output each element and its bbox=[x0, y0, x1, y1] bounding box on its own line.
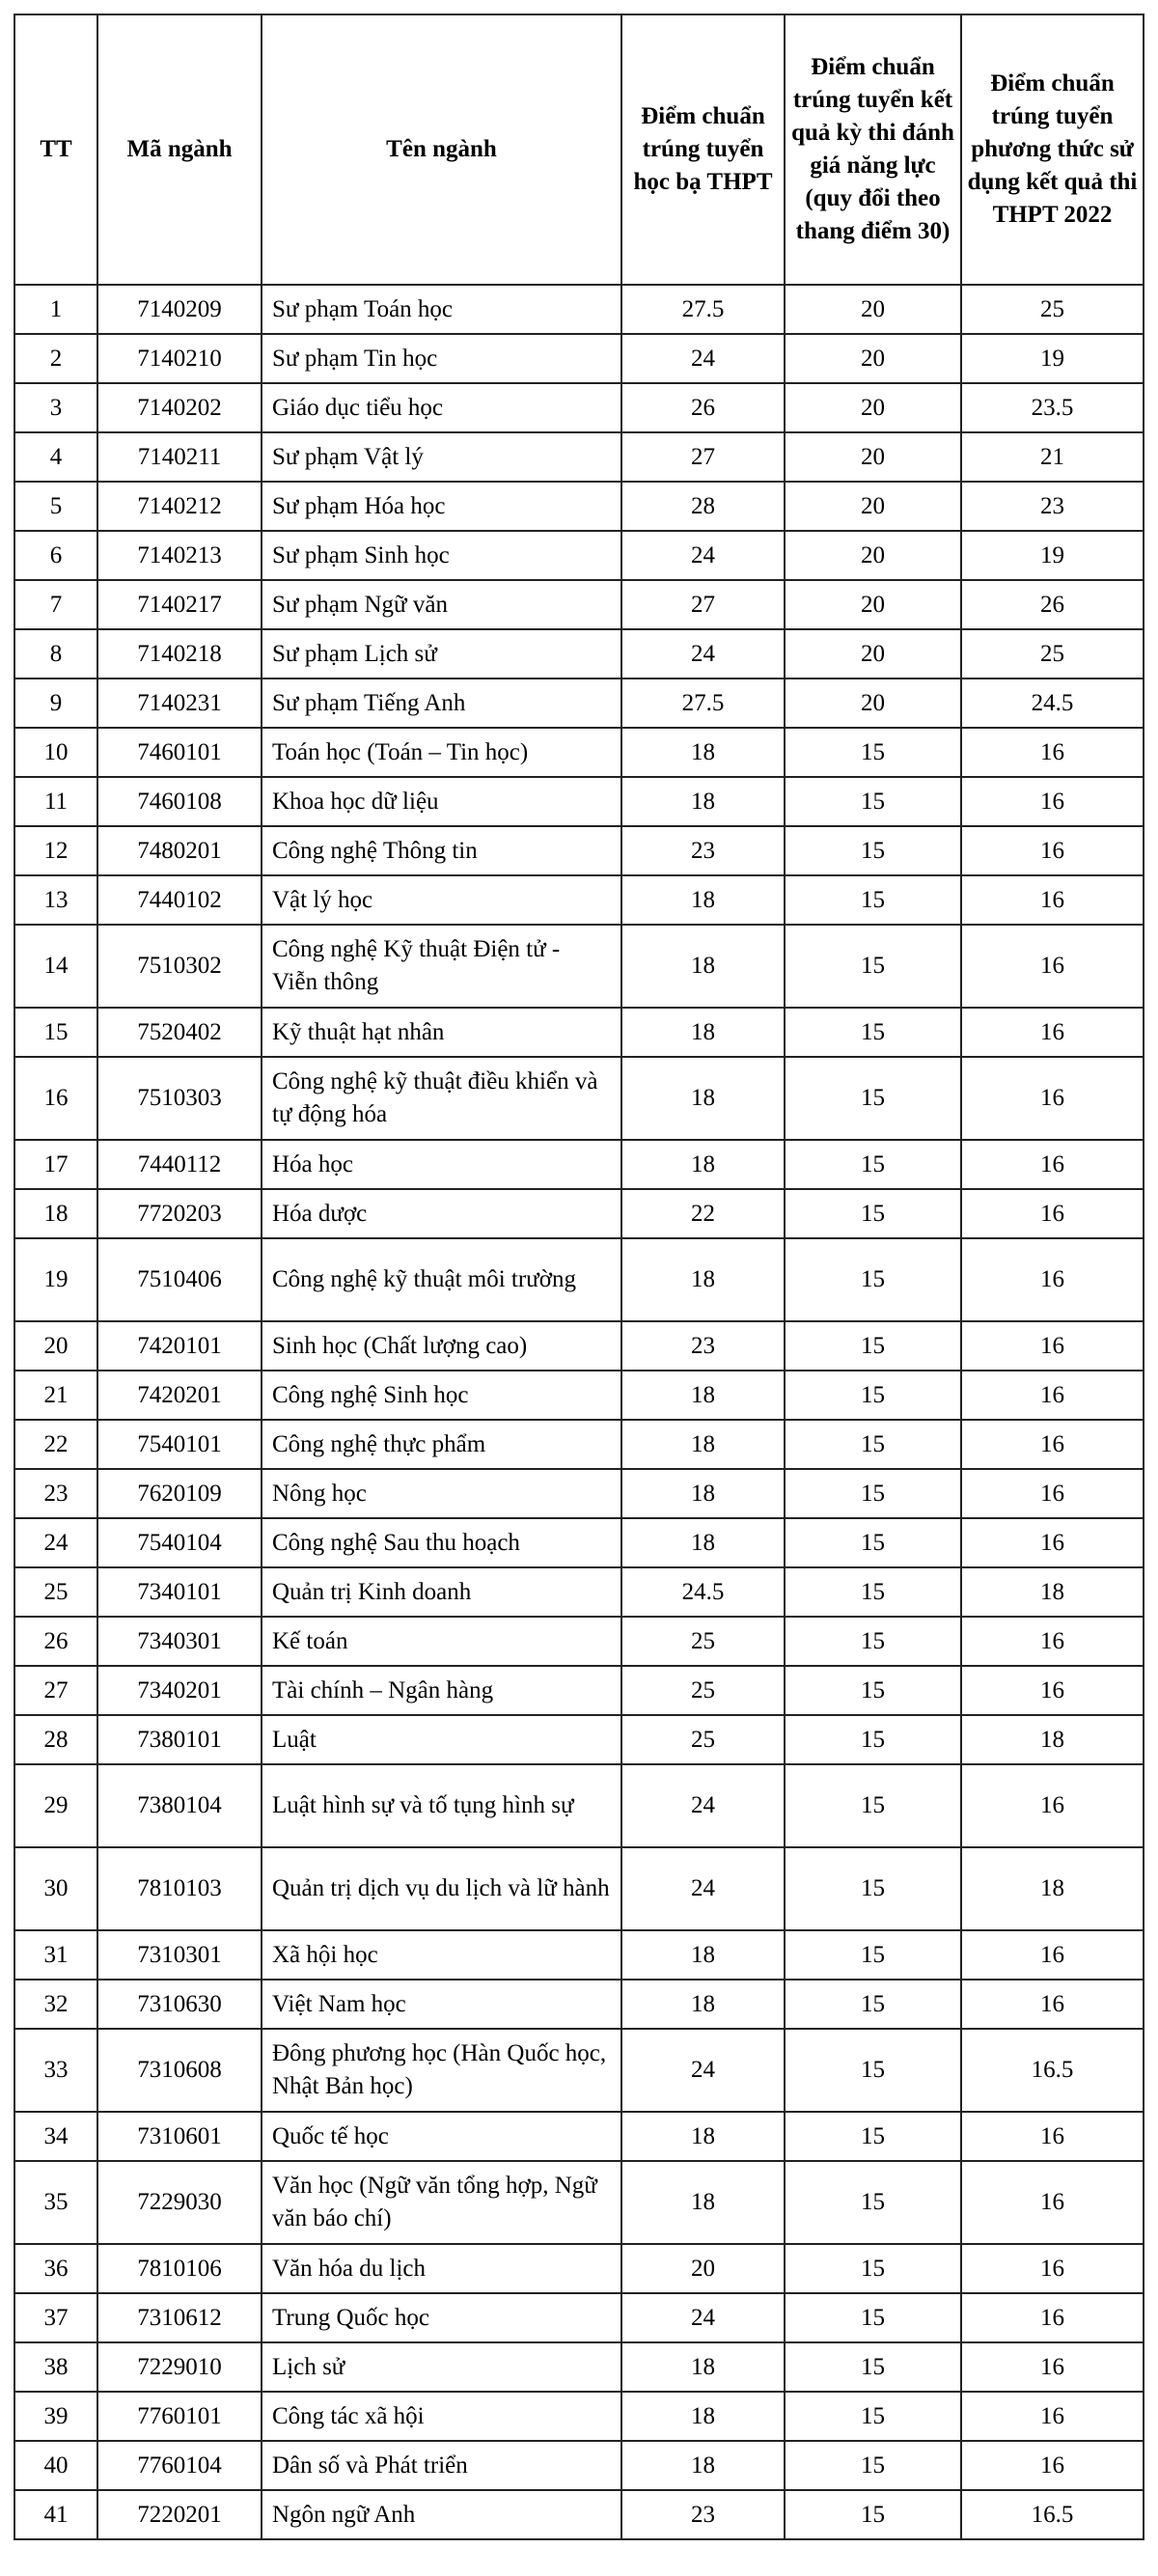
cell-major-code: 7140211 bbox=[97, 432, 262, 482]
cell-tt: 20 bbox=[14, 1321, 97, 1371]
cell-major-name: Công nghệ Kỹ thuật Điện tử - Viễn thông bbox=[262, 925, 621, 1008]
cell-major-name: Công nghệ Sau thu hoạch bbox=[262, 1518, 621, 1567]
cell-major-code: 7310608 bbox=[97, 2029, 262, 2112]
table-row bbox=[14, 629, 1144, 679]
cell-thpt-score: 23.5 bbox=[961, 383, 1144, 432]
cell-transcript-score: 27.5 bbox=[621, 285, 785, 334]
cell-tt: 15 bbox=[14, 1008, 97, 1057]
cell-tt: 24 bbox=[14, 1518, 97, 1567]
cell-major-code: 7310601 bbox=[97, 2112, 262, 2161]
cell-transcript-score: 24 bbox=[621, 1847, 785, 1930]
table-row bbox=[14, 432, 1144, 482]
table-row bbox=[14, 383, 1144, 432]
cell-major-name: Sư phạm Toán học bbox=[262, 285, 621, 334]
table-row bbox=[14, 531, 1144, 580]
cell-tt: 41 bbox=[14, 2490, 97, 2539]
cell-aptitude-score: 15 bbox=[785, 1057, 961, 1140]
cell-transcript-score: 23 bbox=[621, 1321, 785, 1371]
cell-tt: 18 bbox=[14, 1189, 97, 1238]
table-row bbox=[14, 580, 1144, 629]
cell-thpt-score: 24.5 bbox=[961, 679, 1144, 728]
cell-transcript-score: 23 bbox=[621, 2490, 785, 2539]
cell-tt: 25 bbox=[14, 1567, 97, 1617]
cell-thpt-score: 16 bbox=[961, 728, 1144, 777]
cell-aptitude-score: 15 bbox=[785, 728, 961, 777]
cell-thpt-score: 16.5 bbox=[961, 2490, 1144, 2539]
table-row bbox=[14, 1321, 1144, 1371]
table-row bbox=[14, 2490, 1144, 2539]
cell-transcript-score: 24 bbox=[621, 629, 785, 679]
table-row bbox=[14, 2293, 1144, 2342]
cell-tt: 5 bbox=[14, 482, 97, 531]
table-row bbox=[14, 875, 1144, 925]
cell-major-name: Tài chính – Ngân hàng bbox=[262, 1666, 621, 1715]
table-row bbox=[14, 1189, 1144, 1238]
cell-tt: 37 bbox=[14, 2293, 97, 2342]
cell-transcript-score: 18 bbox=[621, 1980, 785, 2029]
cell-thpt-score: 16 bbox=[961, 1008, 1144, 1057]
cell-transcript-score: 18 bbox=[621, 2392, 785, 2441]
cell-aptitude-score: 20 bbox=[785, 432, 961, 482]
cell-major-code: 7510303 bbox=[97, 1057, 262, 1140]
cell-transcript-score: 26 bbox=[621, 383, 785, 432]
cell-major-name: Hóa dược bbox=[262, 1189, 621, 1238]
cell-aptitude-score: 20 bbox=[785, 580, 961, 629]
cell-transcript-score: 28 bbox=[621, 482, 785, 531]
cell-major-name: Lịch sử bbox=[262, 2342, 621, 2392]
cell-transcript-score: 25 bbox=[621, 1715, 785, 1764]
header-tt: TT bbox=[14, 14, 97, 285]
table-row bbox=[14, 826, 1144, 875]
cell-tt: 14 bbox=[14, 925, 97, 1008]
cell-major-code: 7440112 bbox=[97, 1140, 262, 1189]
cell-major-name: Sư phạm Ngữ văn bbox=[262, 580, 621, 629]
cell-aptitude-score: 20 bbox=[785, 531, 961, 580]
cell-transcript-score: 25 bbox=[621, 1617, 785, 1666]
table-row bbox=[14, 334, 1144, 383]
cell-tt: 38 bbox=[14, 2342, 97, 2392]
cell-thpt-score: 19 bbox=[961, 531, 1144, 580]
cell-transcript-score: 18 bbox=[621, 2441, 785, 2490]
table-row bbox=[14, 2029, 1144, 2112]
cell-major-name: Kỹ thuật hạt nhân bbox=[262, 1008, 621, 1057]
cell-thpt-score: 16 bbox=[961, 1617, 1144, 1666]
table-row bbox=[14, 1715, 1144, 1764]
cell-major-name: Khoa học dữ liệu bbox=[262, 777, 621, 826]
cell-thpt-score: 16 bbox=[961, 2342, 1144, 2392]
table-row bbox=[14, 2441, 1144, 2490]
cell-thpt-score: 16 bbox=[961, 826, 1144, 875]
cell-transcript-score: 18 bbox=[621, 777, 785, 826]
cell-thpt-score: 16 bbox=[961, 1764, 1144, 1847]
cell-major-code: 7220201 bbox=[97, 2490, 262, 2539]
cell-transcript-score: 27 bbox=[621, 432, 785, 482]
cell-major-name: Toán học (Toán – Tin học) bbox=[262, 728, 621, 777]
cell-tt: 21 bbox=[14, 1371, 97, 1420]
cell-transcript-score: 24 bbox=[621, 334, 785, 383]
cell-thpt-score: 16 bbox=[961, 1238, 1144, 1321]
cell-tt: 26 bbox=[14, 1617, 97, 1666]
cell-major-name: Trung Quốc học bbox=[262, 2293, 621, 2342]
cell-aptitude-score: 15 bbox=[785, 1567, 961, 1617]
cell-aptitude-score: 15 bbox=[785, 2490, 961, 2539]
cell-transcript-score: 18 bbox=[621, 1518, 785, 1567]
cell-thpt-score: 16 bbox=[961, 2293, 1144, 2342]
cell-major-code: 7310301 bbox=[97, 1930, 262, 1980]
cell-major-code: 7620109 bbox=[97, 1469, 262, 1518]
cell-aptitude-score: 15 bbox=[785, 2441, 961, 2490]
cell-aptitude-score: 15 bbox=[785, 1008, 961, 1057]
cell-thpt-score: 16 bbox=[961, 1371, 1144, 1420]
cell-aptitude-score: 15 bbox=[785, 1518, 961, 1567]
header-aptitude-score: Điểm chuẩn trúng tuyển kết quả kỳ thi đánh giá năng lực (quy đổi theo thang điểm 30) bbox=[785, 14, 961, 285]
cell-aptitude-score: 15 bbox=[785, 1469, 961, 1518]
cell-major-code: 7420101 bbox=[97, 1321, 262, 1371]
cell-aptitude-score: 15 bbox=[785, 777, 961, 826]
cell-major-code: 7760104 bbox=[97, 2441, 262, 2490]
cell-aptitude-score: 15 bbox=[785, 2112, 961, 2161]
cell-aptitude-score: 20 bbox=[785, 285, 961, 334]
cell-aptitude-score: 15 bbox=[785, 1140, 961, 1189]
table-row bbox=[14, 728, 1144, 777]
cell-major-name: Quản trị Kinh doanh bbox=[262, 1567, 621, 1617]
cell-major-code: 7340101 bbox=[97, 1567, 262, 1617]
cell-major-name: Văn hóa du lịch bbox=[262, 2244, 621, 2293]
cell-tt: 11 bbox=[14, 777, 97, 826]
cell-aptitude-score: 15 bbox=[785, 1930, 961, 1980]
cell-major-code: 7460108 bbox=[97, 777, 262, 826]
cell-tt: 17 bbox=[14, 1140, 97, 1189]
cell-transcript-score: 22 bbox=[621, 1189, 785, 1238]
cell-thpt-score: 16 bbox=[961, 777, 1144, 826]
cell-aptitude-score: 15 bbox=[785, 1847, 961, 1930]
cell-transcript-score: 18 bbox=[621, 1930, 785, 1980]
cell-major-code: 7760101 bbox=[97, 2392, 262, 2441]
cell-major-name: Dân số và Phát triển bbox=[262, 2441, 621, 2490]
cell-thpt-score: 26 bbox=[961, 580, 1144, 629]
cell-major-code: 7540104 bbox=[97, 1518, 262, 1567]
cell-major-name: Sư phạm Sinh học bbox=[262, 531, 621, 580]
cell-tt: 2 bbox=[14, 334, 97, 383]
cell-major-code: 7140212 bbox=[97, 482, 262, 531]
cell-major-name: Sư phạm Hóa học bbox=[262, 482, 621, 531]
cell-tt: 1 bbox=[14, 285, 97, 334]
table-row bbox=[14, 1420, 1144, 1469]
cell-tt: 35 bbox=[14, 2161, 97, 2244]
header-major-code: Mã ngành bbox=[97, 14, 262, 285]
cell-tt: 27 bbox=[14, 1666, 97, 1715]
cell-major-name: Giáo dục tiểu học bbox=[262, 383, 621, 432]
cell-tt: 33 bbox=[14, 2029, 97, 2112]
cell-aptitude-score: 15 bbox=[785, 1321, 961, 1371]
cell-tt: 34 bbox=[14, 2112, 97, 2161]
cell-thpt-score: 16 bbox=[961, 1057, 1144, 1140]
cell-transcript-score: 24 bbox=[621, 1764, 785, 1847]
cell-major-name: Công nghệ Sinh học bbox=[262, 1371, 621, 1420]
cell-tt: 13 bbox=[14, 875, 97, 925]
table-row bbox=[14, 1764, 1144, 1847]
cell-tt: 36 bbox=[14, 2244, 97, 2293]
cell-major-code: 7480201 bbox=[97, 826, 262, 875]
cell-transcript-score: 25 bbox=[621, 1666, 785, 1715]
cell-aptitude-score: 15 bbox=[785, 1666, 961, 1715]
cell-transcript-score: 18 bbox=[621, 2161, 785, 2244]
cell-aptitude-score: 15 bbox=[785, 2392, 961, 2441]
cell-transcript-score: 27 bbox=[621, 580, 785, 629]
table-row bbox=[14, 1567, 1144, 1617]
table-row bbox=[14, 1930, 1144, 1980]
cell-thpt-score: 16 bbox=[961, 1469, 1144, 1518]
cell-transcript-score: 18 bbox=[621, 2112, 785, 2161]
cell-thpt-score: 16 bbox=[961, 2112, 1144, 2161]
cell-aptitude-score: 20 bbox=[785, 629, 961, 679]
cell-transcript-score: 18 bbox=[621, 1469, 785, 1518]
table-body bbox=[14, 285, 1144, 2539]
table-row bbox=[14, 1057, 1144, 1140]
cell-major-code: 7229010 bbox=[97, 2342, 262, 2392]
admission-score-table bbox=[14, 14, 1144, 2540]
cell-major-code: 7140202 bbox=[97, 383, 262, 432]
cell-thpt-score: 18 bbox=[961, 1567, 1144, 1617]
cell-tt: 19 bbox=[14, 1238, 97, 1321]
cell-tt: 7 bbox=[14, 580, 97, 629]
header-transcript-score: Điểm chuẩn trúng tuyển học bạ THPT bbox=[621, 14, 785, 285]
cell-transcript-score: 18 bbox=[621, 1238, 785, 1321]
cell-tt: 9 bbox=[14, 679, 97, 728]
cell-thpt-score: 16 bbox=[961, 2441, 1144, 2490]
cell-aptitude-score: 20 bbox=[785, 679, 961, 728]
cell-tt: 30 bbox=[14, 1847, 97, 1930]
cell-thpt-score: 16 bbox=[961, 875, 1144, 925]
cell-major-code: 7140231 bbox=[97, 679, 262, 728]
cell-transcript-score: 24.5 bbox=[621, 1567, 785, 1617]
cell-thpt-score: 21 bbox=[961, 432, 1144, 482]
cell-transcript-score: 18 bbox=[621, 1140, 785, 1189]
table-row bbox=[14, 679, 1144, 728]
cell-major-code: 7140210 bbox=[97, 334, 262, 383]
cell-thpt-score: 16 bbox=[961, 1666, 1144, 1715]
cell-major-name: Ngôn ngữ Anh bbox=[262, 2490, 621, 2539]
cell-transcript-score: 18 bbox=[621, 728, 785, 777]
cell-major-name: Sư phạm Tiếng Anh bbox=[262, 679, 621, 728]
cell-major-code: 7310630 bbox=[97, 1980, 262, 2029]
cell-thpt-score: 16 bbox=[961, 1321, 1144, 1371]
cell-thpt-score: 16 bbox=[961, 1518, 1144, 1567]
cell-major-code: 7720203 bbox=[97, 1189, 262, 1238]
cell-thpt-score: 19 bbox=[961, 334, 1144, 383]
cell-transcript-score: 18 bbox=[621, 1371, 785, 1420]
cell-thpt-score: 16 bbox=[961, 1420, 1144, 1469]
cell-tt: 29 bbox=[14, 1764, 97, 1847]
table-row bbox=[14, 777, 1144, 826]
table-row bbox=[14, 1518, 1144, 1567]
cell-tt: 31 bbox=[14, 1930, 97, 1980]
table-row bbox=[14, 1238, 1144, 1321]
cell-major-name: Hóa học bbox=[262, 1140, 621, 1189]
cell-transcript-score: 24 bbox=[621, 531, 785, 580]
cell-major-code: 7540101 bbox=[97, 1420, 262, 1469]
cell-aptitude-score: 15 bbox=[785, 2293, 961, 2342]
cell-tt: 28 bbox=[14, 1715, 97, 1764]
cell-major-code: 7510406 bbox=[97, 1238, 262, 1321]
cell-major-name: Xã hội học bbox=[262, 1930, 621, 1980]
cell-transcript-score: 18 bbox=[621, 1420, 785, 1469]
cell-tt: 32 bbox=[14, 1980, 97, 2029]
cell-tt: 12 bbox=[14, 826, 97, 875]
table-header-row bbox=[14, 14, 1144, 285]
table-row bbox=[14, 2392, 1144, 2441]
cell-tt: 8 bbox=[14, 629, 97, 679]
cell-aptitude-score: 15 bbox=[785, 2244, 961, 2293]
header-major-name: Tên ngành bbox=[262, 14, 621, 285]
cell-major-name: Sư phạm Tin học bbox=[262, 334, 621, 383]
table-row bbox=[14, 2244, 1144, 2293]
cell-transcript-score: 18 bbox=[621, 2342, 785, 2392]
cell-major-name: Sư phạm Vật lý bbox=[262, 432, 621, 482]
cell-aptitude-score: 15 bbox=[785, 1238, 961, 1321]
table-row bbox=[14, 482, 1144, 531]
table-row bbox=[14, 285, 1144, 334]
cell-major-name: Đông phương học (Hàn Quốc học, Nhật Bản học) bbox=[262, 2029, 621, 2112]
table-row bbox=[14, 1008, 1144, 1057]
cell-thpt-score: 25 bbox=[961, 285, 1144, 334]
cell-major-name: Sinh học (Chất lượng cao) bbox=[262, 1321, 621, 1371]
cell-aptitude-score: 15 bbox=[785, 1715, 961, 1764]
table-row bbox=[14, 1980, 1144, 2029]
cell-major-code: 7810103 bbox=[97, 1847, 262, 1930]
cell-aptitude-score: 20 bbox=[785, 334, 961, 383]
cell-thpt-score: 16 bbox=[961, 2161, 1144, 2244]
cell-transcript-score: 18 bbox=[621, 875, 785, 925]
table-row bbox=[14, 1666, 1144, 1715]
cell-major-code: 7140217 bbox=[97, 580, 262, 629]
cell-transcript-score: 27.5 bbox=[621, 679, 785, 728]
cell-transcript-score: 24 bbox=[621, 2293, 785, 2342]
table-row bbox=[14, 2161, 1144, 2244]
cell-major-name: Sư phạm Lịch sử bbox=[262, 629, 621, 679]
cell-major-name: Công tác xã hội bbox=[262, 2392, 621, 2441]
cell-aptitude-score: 15 bbox=[785, 2342, 961, 2392]
cell-major-code: 7310612 bbox=[97, 2293, 262, 2342]
cell-thpt-score: 16.5 bbox=[961, 2029, 1144, 2112]
cell-aptitude-score: 15 bbox=[785, 2029, 961, 2112]
cell-major-name: Công nghệ Thông tin bbox=[262, 826, 621, 875]
cell-major-code: 7340301 bbox=[97, 1617, 262, 1666]
cell-major-code: 7380101 bbox=[97, 1715, 262, 1764]
cell-aptitude-score: 15 bbox=[785, 1764, 961, 1847]
cell-thpt-score: 16 bbox=[961, 1189, 1144, 1238]
cell-major-name: Việt Nam học bbox=[262, 1980, 621, 2029]
cell-aptitude-score: 15 bbox=[785, 1420, 961, 1469]
cell-thpt-score: 16 bbox=[961, 2244, 1144, 2293]
cell-tt: 3 bbox=[14, 383, 97, 432]
cell-transcript-score: 18 bbox=[621, 1008, 785, 1057]
cell-tt: 40 bbox=[14, 2441, 97, 2490]
cell-major-code: 7380104 bbox=[97, 1764, 262, 1847]
cell-thpt-score: 18 bbox=[961, 1715, 1144, 1764]
cell-major-name: Kế toán bbox=[262, 1617, 621, 1666]
cell-thpt-score: 16 bbox=[961, 1140, 1144, 1189]
cell-transcript-score: 20 bbox=[621, 2244, 785, 2293]
cell-thpt-score: 23 bbox=[961, 482, 1144, 531]
cell-aptitude-score: 15 bbox=[785, 1189, 961, 1238]
cell-major-code: 7140218 bbox=[97, 629, 262, 679]
cell-major-code: 7340201 bbox=[97, 1666, 262, 1715]
cell-transcript-score: 24 bbox=[621, 2029, 785, 2112]
cell-major-code: 7810106 bbox=[97, 2244, 262, 2293]
cell-major-name: Văn học (Ngữ văn tổng hợp, Ngữ văn báo chí) bbox=[262, 2161, 621, 2244]
cell-major-code: 7229030 bbox=[97, 2161, 262, 2244]
cell-aptitude-score: 15 bbox=[785, 826, 961, 875]
cell-thpt-score: 16 bbox=[961, 1980, 1144, 2029]
header-thpt-score: Điểm chuẩn trúng tuyển phương thức sử dụng kết quả thi THPT 2022 bbox=[961, 14, 1144, 285]
cell-major-name: Quốc tế học bbox=[262, 2112, 621, 2161]
cell-tt: 23 bbox=[14, 1469, 97, 1518]
cell-aptitude-score: 15 bbox=[785, 1617, 961, 1666]
cell-major-code: 7140213 bbox=[97, 531, 262, 580]
cell-major-name: Công nghệ thực phẩm bbox=[262, 1420, 621, 1469]
table-row bbox=[14, 1140, 1144, 1189]
cell-major-code: 7420201 bbox=[97, 1371, 262, 1420]
table-row bbox=[14, 2342, 1144, 2392]
cell-thpt-score: 18 bbox=[961, 1847, 1144, 1930]
table-row bbox=[14, 925, 1144, 1008]
cell-tt: 10 bbox=[14, 728, 97, 777]
table-row bbox=[14, 2112, 1144, 2161]
cell-aptitude-score: 20 bbox=[785, 482, 961, 531]
cell-transcript-score: 23 bbox=[621, 826, 785, 875]
cell-major-code: 7510302 bbox=[97, 925, 262, 1008]
cell-thpt-score: 25 bbox=[961, 629, 1144, 679]
cell-aptitude-score: 20 bbox=[785, 383, 961, 432]
cell-transcript-score: 18 bbox=[621, 1057, 785, 1140]
cell-thpt-score: 16 bbox=[961, 1930, 1144, 1980]
cell-tt: 4 bbox=[14, 432, 97, 482]
cell-major-code: 7140209 bbox=[97, 285, 262, 334]
cell-major-code: 7520402 bbox=[97, 1008, 262, 1057]
cell-major-name: Luật hình sự và tố tụng hình sự bbox=[262, 1764, 621, 1847]
table-row bbox=[14, 1469, 1144, 1518]
cell-tt: 16 bbox=[14, 1057, 97, 1140]
cell-aptitude-score: 15 bbox=[785, 1980, 961, 2029]
cell-major-code: 7440102 bbox=[97, 875, 262, 925]
cell-aptitude-score: 15 bbox=[785, 925, 961, 1008]
cell-tt: 22 bbox=[14, 1420, 97, 1469]
table-row bbox=[14, 1371, 1144, 1420]
cell-aptitude-score: 15 bbox=[785, 2161, 961, 2244]
table-row bbox=[14, 1847, 1144, 1930]
table-row bbox=[14, 1617, 1144, 1666]
cell-tt: 6 bbox=[14, 531, 97, 580]
cell-tt: 39 bbox=[14, 2392, 97, 2441]
cell-thpt-score: 16 bbox=[961, 2392, 1144, 2441]
cell-aptitude-score: 15 bbox=[785, 875, 961, 925]
cell-major-name: Công nghệ kỹ thuật điều khiển và tự động hóa bbox=[262, 1057, 621, 1140]
cell-aptitude-score: 15 bbox=[785, 1371, 961, 1420]
cell-major-name: Nông học bbox=[262, 1469, 621, 1518]
cell-major-code: 7460101 bbox=[97, 728, 262, 777]
cell-thpt-score: 16 bbox=[961, 925, 1144, 1008]
cell-major-name: Công nghệ kỹ thuật môi trường bbox=[262, 1238, 621, 1321]
cell-major-name: Quản trị dịch vụ du lịch và lữ hành bbox=[262, 1847, 621, 1930]
cell-major-name: Vật lý học bbox=[262, 875, 621, 925]
cell-transcript-score: 18 bbox=[621, 925, 785, 1008]
cell-major-name: Luật bbox=[262, 1715, 621, 1764]
